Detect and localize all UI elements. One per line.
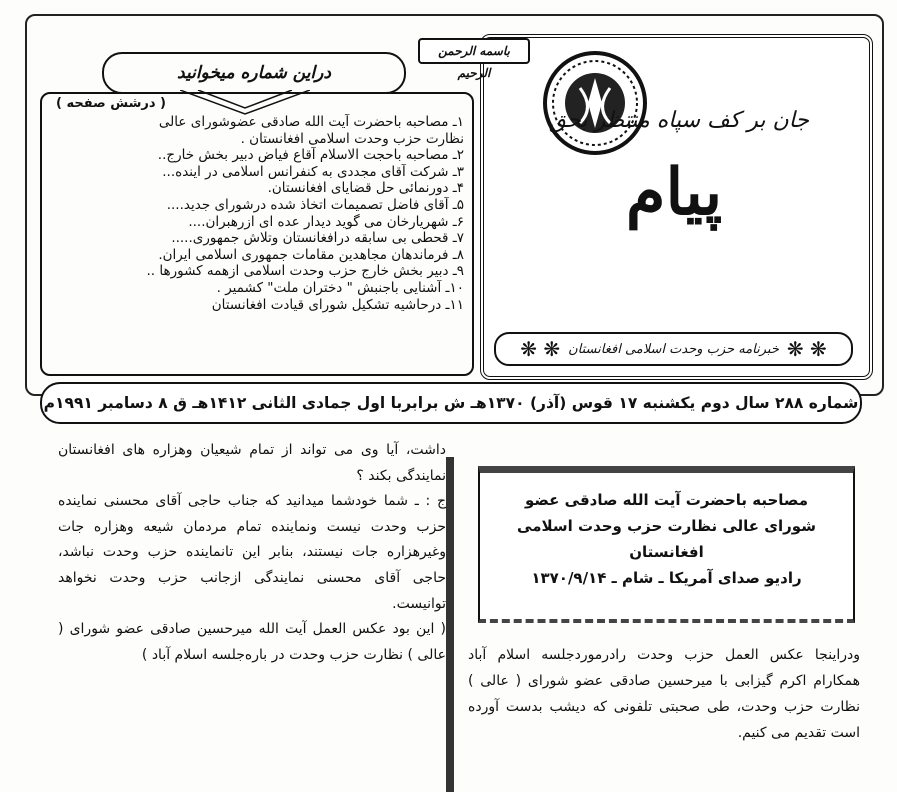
toc-note: ( درشش صفحه ) (56, 96, 166, 111)
masthead-title: پیام (625, 155, 723, 230)
headline-source: رادیو صدای آمریکا ـ شام ـ ۱۳۷۰/۹/۱۴ (531, 569, 802, 587)
list-item: ۳ـ شرکت آقای مجددی به کنفرانس اسلامی در اینده... (162, 163, 464, 180)
paragraph: ودراینجا عکس العمل حزب وحدت رادرموردجلسه اسلام آباد همکارام اکرم گیزابی با میرحسین صادقی عضو شورای ( عالی ) نظارت حزب وحدت، طی صحبتی تلفونی که دیشب بدست آورده است تقدیم می کنیم. (468, 647, 860, 741)
list-item: ۴ـ دورنمائی حل قضایای افغانستان. (267, 180, 464, 197)
paragraph: داشت، آیا وی می تواند از تمام شیعیان وهزاره های افغانستان نمایندگی بکند ؟ (58, 442, 446, 484)
list-item: ۸ـ فرماندهان مجاهدین مقامات جمهوری اسلامی ایران. (158, 246, 464, 263)
list-item: ۱۰ـ آشنایی باجنبش " دختران ملت" کشمیر . (216, 279, 464, 296)
paragraph: ج : ـ شما خودشما میدانید که جناب حاجی آقای محسنی نماینده حزب وحدت نیست ونماینده تمام مردمان شیعه وهزاره جات وغیرهزاره جات نیستند، بنابر این تانماینده حزب وحدت نباشد، حاجی آقای محسنی نمایندگی ازجانب حزب وحدت نخواهد توانیست. (58, 493, 446, 612)
list-item: ۵ـ آقای فاضل تصمیمات اتخاذ شده درشورای جدید.... (166, 196, 464, 213)
list-item: ۹ـ دبیر بخش خارج حزب وحدت اسلامی ازهمه کشورها .. (146, 263, 464, 280)
emblem-seal-icon (540, 48, 650, 158)
article-headline-box (478, 466, 855, 623)
issue-dateline: شماره ۲۸۸ سال دوم یکشنبه ۱۷ قوس (آذر) ۱۳۷۰هـ ش برابربا اول جمادی الثانی ۱۴۱۲هـ ق ۸ دسامبر ۱۹۹۱م (40, 382, 862, 424)
headline-line: مصاحبه باحضرت آیت الله صادقی عضو (524, 491, 808, 509)
list-item: ۱۱ـ درحاشیه تشکیل شورای قیادت افغانستان (211, 296, 464, 313)
masthead-tagline-box (494, 332, 853, 366)
masthead-subtitle: جان بر کف سپاه منتظر بحق (548, 108, 809, 133)
asterisk-ornament-icon: ❋ ❋ (520, 337, 561, 361)
headline-line: افغانستان (629, 543, 704, 561)
list-item: ۷ـ قحطی بی سابقه درافغانستان وتلاش جمهوری..... (171, 230, 464, 247)
toc-list (52, 114, 464, 313)
masthead-tagline: خبرنامه حزب وحدت اسلامی افغانستان (568, 341, 779, 357)
bismillah-label: باسمه الرحمن الرحيم (418, 38, 530, 64)
left-column (58, 438, 446, 668)
list-item: ۶ـ شهریارخان می گوید دیدار عده ای ازرهبران.... (188, 213, 464, 230)
article-headline (494, 487, 839, 591)
right-column (468, 642, 860, 746)
asterisk-ornament-icon: ❋ ❋ (786, 337, 827, 361)
list-item: نظارت حزب وحدت اسلامی افغانستان . (240, 130, 464, 147)
list-item: ۱ـ مصاحبه باحضرت آیت الله صادقی عضوشورای عالی (158, 114, 464, 130)
in-this-issue-banner: دراین شماره میخوانید (102, 52, 406, 94)
paragraph: ( این بود عکس العمل آیت الله میرحسین صادقی عضو شورای ( عالی ) نظارت حزب وحدت در بار‌ه‌جلسه اسلام آباد ) (58, 621, 446, 663)
table-of-contents (40, 92, 474, 376)
column-divider (446, 457, 454, 792)
headline-line: شورای عالی نظارت حزب وحدت اسلامی (517, 517, 816, 535)
masthead (480, 34, 873, 380)
list-item: ۲ـ مصاحبه باحجت الاسلام آقاع فیاض دبیر بخش خارج.. (157, 147, 464, 164)
